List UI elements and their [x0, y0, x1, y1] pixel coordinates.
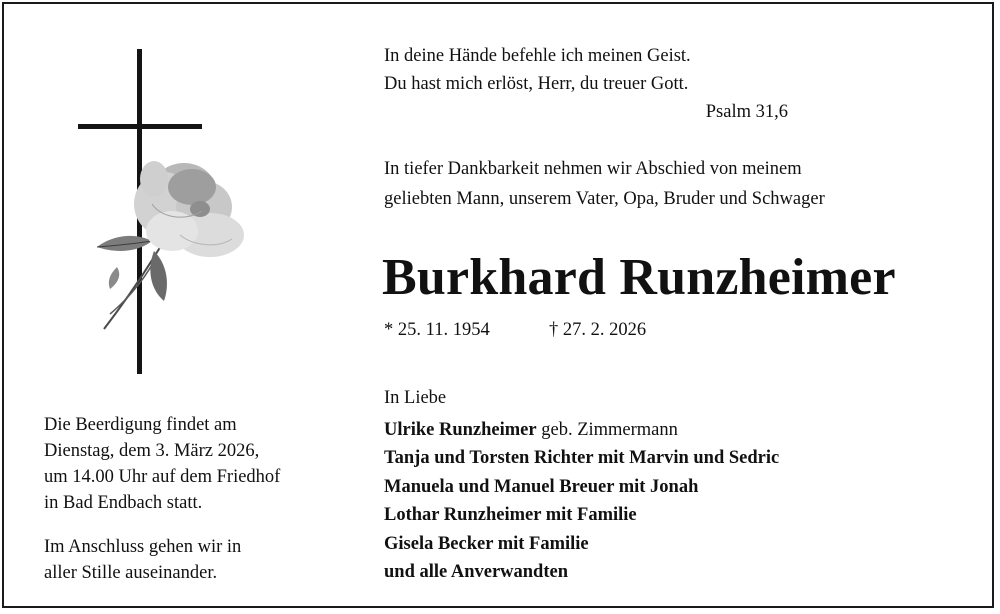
mourner-name: Tanja und Torsten Richter mit Marvin und Sedric [384, 448, 780, 468]
mourner-name: Gisela Becker mit Familie [384, 533, 589, 554]
rose-illustration [92, 149, 252, 334]
obituary-frame [2, 2, 994, 608]
mourner-name: und alle Anverwandten [384, 562, 569, 582]
death-date: † 27. 2. 2026 [549, 320, 647, 340]
birth-date: * 25. 11. 1954 [384, 320, 490, 340]
mourner-name: Ulrike Runzheimer [384, 419, 537, 440]
mourner-entry [384, 501, 984, 530]
mourner-entry [384, 530, 984, 559]
mourner-maiden-name: geb. Zimmermann [536, 419, 678, 440]
funeral-line: aller Stille auseinander. [44, 563, 218, 583]
mourners-lead: In Liebe [384, 388, 447, 408]
funeral-line: um 14.00 Uhr auf dem Friedhof [44, 467, 281, 487]
mourner-entry [384, 473, 984, 502]
mourner-entry [384, 444, 984, 473]
mourner-entry [384, 558, 984, 587]
funeral-line: Die Beerdigung findet am [44, 415, 237, 435]
deceased-name: Burkhard Runzheimer [382, 249, 896, 306]
mourners-list [384, 384, 984, 587]
funeral-info [44, 412, 364, 586]
mourner-name: Lothar Runzheimer mit Familie [384, 505, 637, 525]
verse-line: Du hast mich erlöst, Herr, du treuer Gott. [384, 74, 689, 94]
verse-line: In deine Hände befehle ich meinen Geist. [384, 46, 691, 66]
cross-icon-beam [78, 124, 202, 129]
intro-line: geliebten Mann, unserem Vater, Opa, Bruder und Schwager [384, 189, 825, 209]
verse-reference: Psalm 31,6 [705, 102, 788, 122]
mourner-name: Manuela und Manuel Breuer mit Jonah [384, 476, 699, 497]
funeral-line: Dienstag, dem 3. März 2026, [44, 441, 260, 461]
intro-text [384, 154, 974, 214]
intro-line: In tiefer Dankbarkeit nehmen wir Abschied von meinem [384, 159, 802, 179]
funeral-line: Im Anschluss gehen wir in [44, 537, 242, 557]
bible-verse [384, 42, 788, 126]
mourner-entry [384, 416, 984, 445]
funeral-line: in Bad Endbach statt. [44, 493, 203, 513]
life-dates [384, 316, 647, 344]
